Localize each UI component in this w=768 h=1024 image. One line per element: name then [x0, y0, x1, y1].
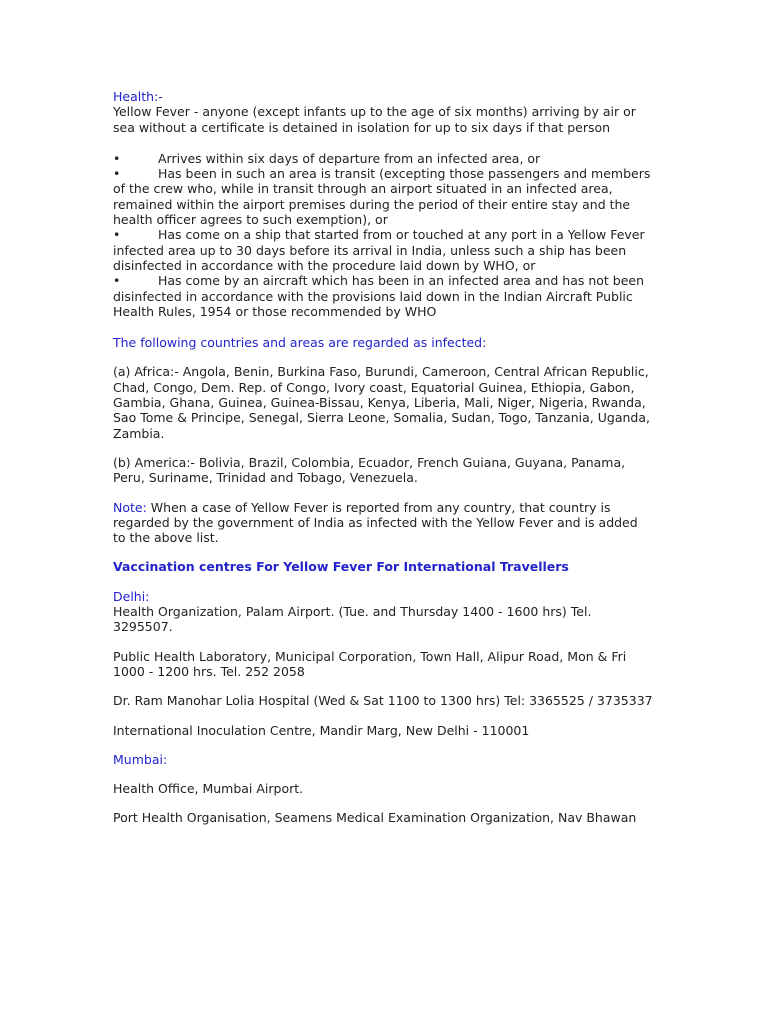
- infected-heading: The following countries and areas are regarded as infected:: [113, 335, 487, 351]
- health-heading: Health:-: [113, 89, 163, 104]
- bullet-text: Has come on a ship that started from or touched at any port in a Yellow Fever infected area up to 30 days before its arrival in India, unless such a ship has been disinfected in accordance with the procedure laid down by WHO, or: [113, 227, 645, 273]
- list-item: [113, 166, 653, 227]
- delhi-entry: Health Organization, Palam Airport. (Tue. and Thursday 1400 - 1600 hrs) Tel. 3295507.: [113, 604, 592, 635]
- health-intro: Yellow Fever - anyone (except infants up to the age of six months) arriving by air or sea without a certificate is detained in isolation for up to six days if that person: [113, 104, 636, 135]
- bullet-text: Has been in such an area is transit (excepting those passengers and members of the crew who, while in transit through an airport situated in an infected area, remained within the airport premises during the period of their entire stay and the health officer agrees to such exemption), or: [113, 166, 651, 228]
- mumbai-entry: Health Office, Mumbai Airport.: [113, 781, 304, 797]
- note-text: When a case of Yellow Fever is reported from any country, that country is regarded by the government of India as infected with the Yellow Fever and is added to the above list.: [113, 499, 638, 546]
- list-item: [113, 273, 653, 319]
- list-item: [113, 227, 653, 273]
- bullet-icon: •: [113, 273, 121, 289]
- vaccination-heading: Vaccination centres For Yellow Fever For International Travellers: [113, 559, 569, 575]
- list-item: [113, 151, 653, 166]
- delhi-heading: Delhi:: [113, 588, 150, 604]
- bullet-icon: •: [113, 227, 121, 243]
- infected-africa: (a) Africa:- Angola, Benin, Burkina Faso, Burundi, Cameroon, Central African Republic, Chad, Congo, Dem. Rep. of Congo, Ivory coast, Equatorial Guinea, Ethiopia, Gabon, Gambia, Ghana, Guinea, Guinea-Bissau, Kenya, Liberia, Mali, Niger, Nigeria, Rwanda, Sao Tome & Principe, Senegal, Sierra Leone, Somalia, Sudan, Togo, Tanzania, Uganda, Zambia.: [113, 364, 650, 441]
- bullet-text: Has come by an aircraft which has been in an infected area and has not been disinfected in accordance with the provisions laid down in the Indian Aircraft Public Health Rules, 1954 or those recommended by WHO: [113, 273, 645, 319]
- mumbai-heading: Mumbai:: [113, 751, 168, 767]
- infected-america: (b) America:- Bolivia, Brazil, Colombia, Ecuador, French Guiana, Guyana, Panama, Peru, Suriname, Trinidad and Tobago, Venezuela.: [113, 454, 626, 486]
- document-page: [113, 89, 653, 826]
- bullet-icon: •: [113, 166, 121, 182]
- bullet-icon: •: [113, 150, 121, 166]
- bullet-list: [113, 151, 653, 319]
- note-paragraph: [113, 500, 653, 546]
- bullet-text: Arrives within six days of departure from an infected area, or: [158, 150, 541, 166]
- mumbai-entry: Port Health Organisation, Seamens Medical Examination Organization, Nav Bhawan: [113, 810, 637, 826]
- delhi-entry: Public Health Laboratory, Municipal Corporation, Town Hall, Alipur Road, Mon & Fri 1000 - 1200 hrs. Tel. 252 2058: [113, 648, 627, 679]
- delhi-entry: International Inoculation Centre, Mandir Marg, New Delhi - 110001: [113, 722, 530, 738]
- note-label: Note:: [113, 499, 147, 515]
- delhi-entry: Dr. Ram Manohar Lolia Hospital (Wed & Sat 1100 to 1300 hrs) Tel: 3365525 / 3735337: [113, 693, 653, 709]
